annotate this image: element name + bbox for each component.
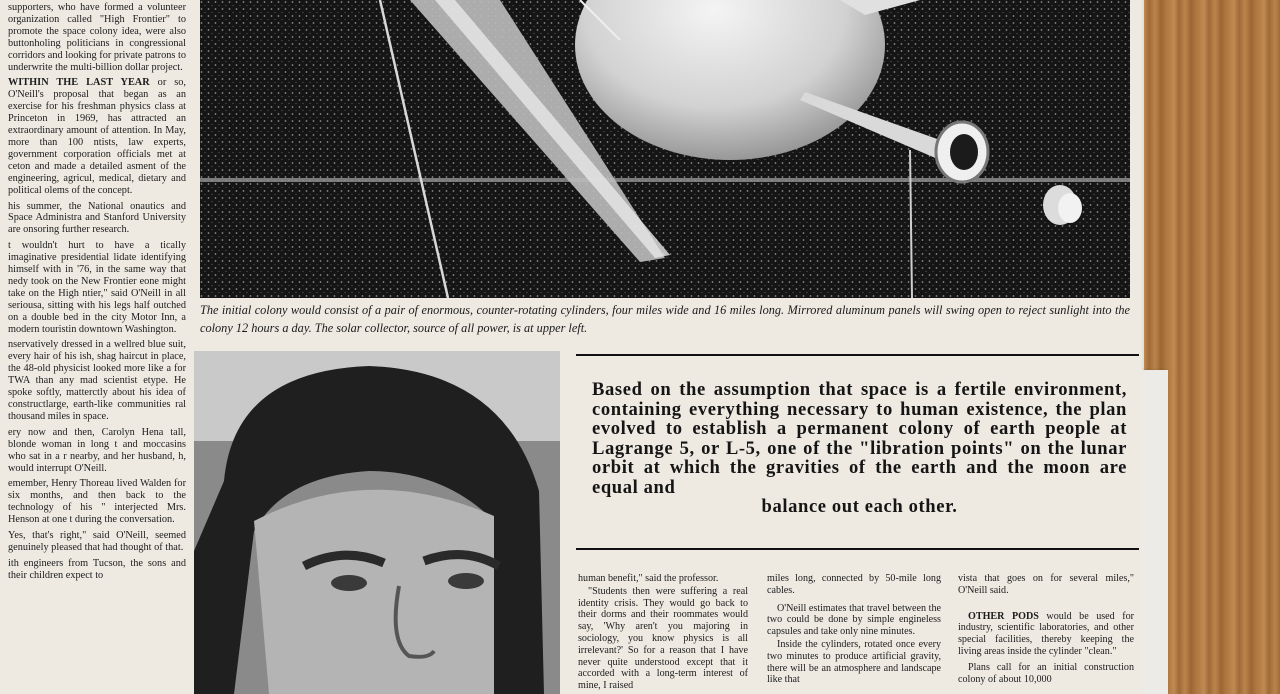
- illustration-caption: The initial colony would consist of a pair of enormous, counter-rotating cylinders, four miles wide and 16 miles long. Mirrored aluminum panels will swing open to reject sunlight into the colony 12 hours a day. The solar collector, source of all power, is at upper left.: [200, 303, 1130, 335]
- pullquote-top-rule: [576, 354, 1139, 356]
- left-paragraph: Yes, that's right," said O'Neill, seemed genuinely pleased that had thought of that.: [8, 530, 186, 553]
- bottom-paragraph: O'Neill estimates that travel between the two could be done by simple engineless capsules and take only nine minutes.: [767, 602, 941, 638]
- left-paragraph: nservatively dressed in a wellred blue suit, every hair of his ish, shag haircut in place, the 48-old physicist looked more like a for TWA than any mad scientist etype. He spoke softly, matterctly about his idea of constructlarge, earth-like communities ral thousand miles in space.: [8, 339, 186, 422]
- bottom-paragraph: Plans call for an initial construction colony of about 10,000: [958, 661, 1134, 685]
- underlying-paper-stack: [1138, 370, 1168, 694]
- bottom-paragraph: "Students then were suffering a real identity crisis. They would go back to their dorms and their roommates would say, 'Why aren't you majoring in sociology, you know physics is all irrelevant?' So for a reason that I have never quite understood except that it accorded with a long-term interest of mine, I raised: [578, 585, 748, 692]
- portrait-photo: [194, 351, 560, 694]
- bottom-column-2: [767, 573, 941, 687]
- bottom-paragraph: vista that goes on for several miles," O'Neill said.: [958, 573, 1134, 596]
- bottom-column-3: [958, 573, 1134, 686]
- bottom-paragraph: human benefit," said the professor.: [578, 573, 719, 584]
- left-paragraph-text: or so, O'Neill's proposal that began as an exercise for his freshman physics class at Princeton in 1969, has attracted an extraordinary amount of attention. In May, more than 100 ntists, law experts, government corporation officials met at ceton and made a detailed asment of the engineering, agricul, medical, dietary and political olems of the concept.: [8, 77, 186, 196]
- left-paragraph: supporters, who have formed a volunteer organization called "High Frontier" to promote the space colony idea, were also buttonholing politicians in congressional corridors and looking for private patrons to underwrite the multi-billion dollar project.: [8, 2, 186, 73]
- bottom-paragraph: [958, 611, 1134, 658]
- left-paragraph: emember, Henry Thoreau lived Walden for six months, and then back to the technology of his " interjected Mrs. Henson at one t during the conversation.: [8, 478, 186, 526]
- section-lead-in: OTHER PODS: [968, 610, 1039, 622]
- left-article-column: [8, 2, 186, 586]
- pullquote-last-line: balance out each other.: [761, 496, 958, 517]
- left-paragraph: ith engineers from Tucson, the sons and their children expect to: [8, 557, 186, 581]
- pullquote-bottom-rule: [576, 548, 1139, 550]
- left-paragraph: his summer, the National onautics and Space Administra and Stanford University are onsoring further research.: [8, 200, 186, 236]
- bottom-column-1: [578, 573, 748, 693]
- bottom-paragraph: Inside the cylinders, rotated once every two minutes to produce artificial gravity, there will be an atmosphere and landscape like that: [767, 638, 941, 686]
- left-paragraph: ery now and then, Carolyn Hena tall, blonde woman in long t and moccasins who sat in a r nearby, and her husband, h, would interrupt O'Neill.: [8, 426, 186, 474]
- left-paragraph: t wouldn't hurt to have a tically imaginative presidential lidate identifying himself with in '76, in the same way that nedy took on the New Frontier eone might take on the High ntier," said O'Neill in all seriousa, sitting with his legs half outched on a double bed in the city Motor Inn, a modern touristin downtown Washington.: [8, 240, 186, 335]
- section-lead-in: WITHIN THE LAST YEAR: [8, 77, 150, 89]
- pullquote: [592, 380, 1127, 517]
- pullquote-text: Based on the assumption that space is a fertile environment, containing everything necessary to human existence, the plan evolved to establish a permanent colony of earth people at Lagrange 5, or L-5, one of the "libration points" on the lunar orbit at which the gravities of the earth and the moon are equal and: [592, 379, 1127, 498]
- left-paragraph: [8, 77, 186, 196]
- bottom-paragraph: miles long, connected by 50-mile long cables.: [767, 573, 941, 596]
- bottom-paragraph-text: would be used for industry, scientific laboratories, and other special facilities, thereby keeping the living areas inside the cylinder "clean.": [958, 610, 1134, 657]
- space-colony-illustration: [200, 0, 1130, 298]
